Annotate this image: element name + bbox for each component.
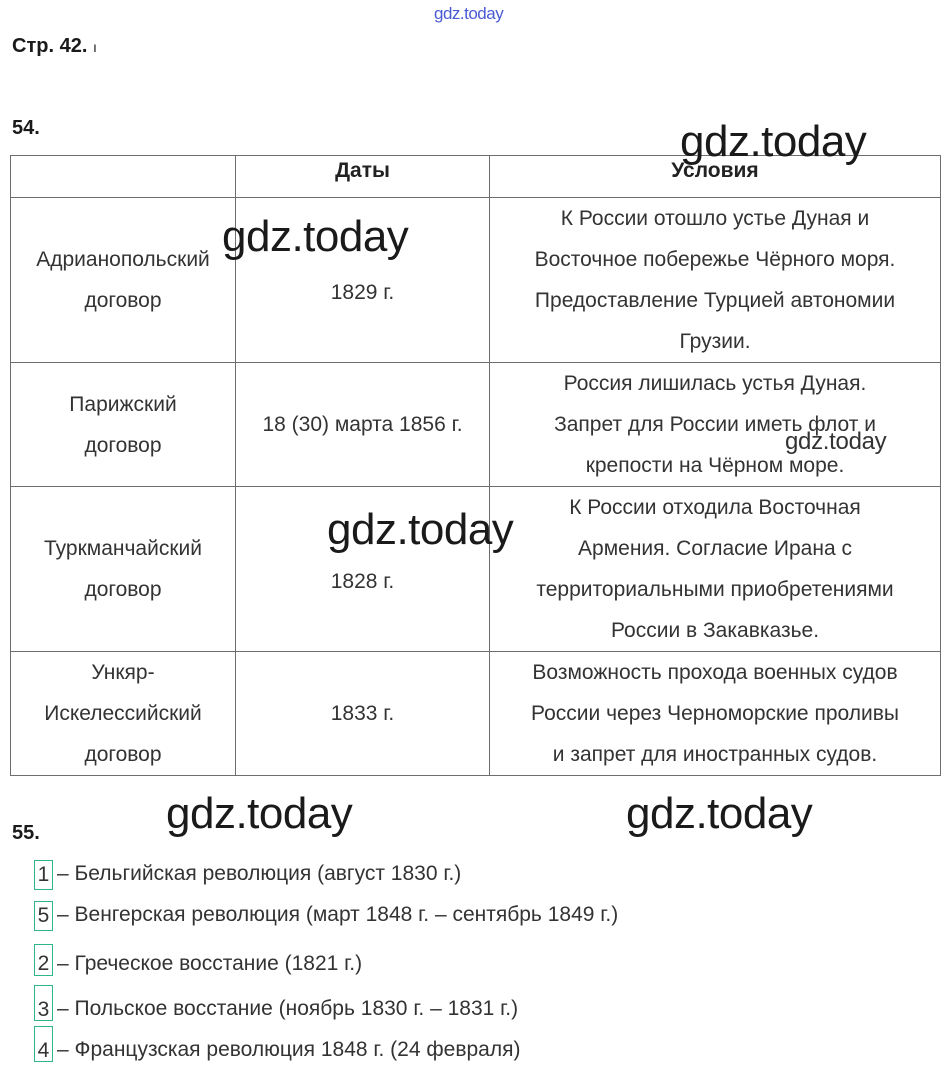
treaty-date: 18 (30) марта 1856 г.: [236, 363, 490, 487]
page-ref-mark: ı: [92, 39, 97, 55]
condition-line: Грузии.: [679, 330, 751, 353]
list-item: [34, 944, 362, 976]
condition-line: России в Закавказье.: [610, 619, 820, 642]
list-item: [34, 985, 518, 1021]
condition-line: Восточное побережье Чёрного моря.: [534, 248, 896, 271]
condition-line: территориальными приобретениями: [536, 578, 894, 601]
condition-line: Возможность прохода военных судов: [532, 661, 898, 684]
treaty-conditions: [490, 652, 941, 776]
condition-line: крепости на Чёрном море.: [585, 454, 845, 477]
answer-number-box: 4: [34, 1026, 53, 1062]
watermark: gdz.today: [785, 428, 887, 455]
table-row: [11, 652, 941, 776]
task-54-number: 54.: [12, 117, 40, 139]
answer-number-box: 5: [34, 901, 53, 931]
treaty-conditions: [490, 363, 941, 487]
watermark: gdz.today: [680, 117, 867, 166]
condition-line: и запрет для иностранных судов.: [552, 743, 878, 766]
header-dates: Даты: [236, 156, 490, 198]
condition-line: России через Черноморские проливы: [531, 702, 899, 725]
watermark: gdz.today: [327, 505, 514, 554]
treaty-date-value: 1828 г.: [330, 569, 395, 593]
list-item-text: – Польское восстание (ноябрь 1830 г. – 1831 г.): [57, 997, 519, 1020]
condition-line: Армения. Согласие Ирана с: [578, 537, 852, 560]
treaty-name: Адрианопольский договор: [11, 198, 236, 363]
list-item: [34, 1026, 520, 1062]
treaties-table: [10, 155, 941, 776]
page-ref-label: Стр. 42.: [12, 35, 88, 57]
condition-line: К России отошло устье Дуная и: [560, 207, 870, 230]
header-treaty: [11, 156, 236, 198]
treaty-name: Ункяр-Искелессийский договор: [11, 652, 236, 776]
condition-line: Россия лишилась устья Дуная.: [563, 372, 867, 395]
watermark: gdz.today: [626, 789, 813, 838]
condition-line: Запрет для России иметь флот и: [554, 413, 876, 436]
header-conditions: Условия: [490, 156, 941, 198]
treaty-conditions: [490, 487, 941, 652]
watermark: gdz.today: [166, 789, 353, 838]
task-55-number: 55.: [12, 822, 40, 844]
condition-line: К России отходила Восточная: [569, 496, 861, 519]
table-row: [11, 363, 941, 487]
list-item-text: – Венгерская революция (март 1848 г. – сентябрь 1849 г.): [57, 903, 619, 926]
answer-number-box: 1: [34, 860, 53, 890]
list-item: [34, 860, 461, 890]
list-item-text: – Бельгийская революция (август 1830 г.): [57, 862, 462, 885]
treaty-name: Парижский договор: [11, 363, 236, 487]
watermark-top: gdz.today: [434, 4, 504, 23]
treaty-date-value: 1829 г.: [330, 280, 395, 304]
answer-number-box: 2: [34, 944, 53, 976]
answer-number-box: 3: [34, 985, 53, 1021]
treaty-date: 1833 г.: [236, 652, 490, 776]
list-item-text: – Греческое восстание (1821 г.): [57, 952, 363, 975]
treaty-name: Туркманчайский договор: [11, 487, 236, 652]
list-item-text: – Французская революция 1848 г. (24 февраля): [57, 1038, 521, 1061]
list-item: [34, 901, 618, 931]
watermark: gdz.today: [222, 212, 409, 261]
page-reference: [12, 35, 97, 58]
table-row: [11, 198, 941, 363]
treaty-conditions: [490, 198, 941, 363]
condition-line: Предоставление Турцией автономии: [534, 289, 896, 312]
